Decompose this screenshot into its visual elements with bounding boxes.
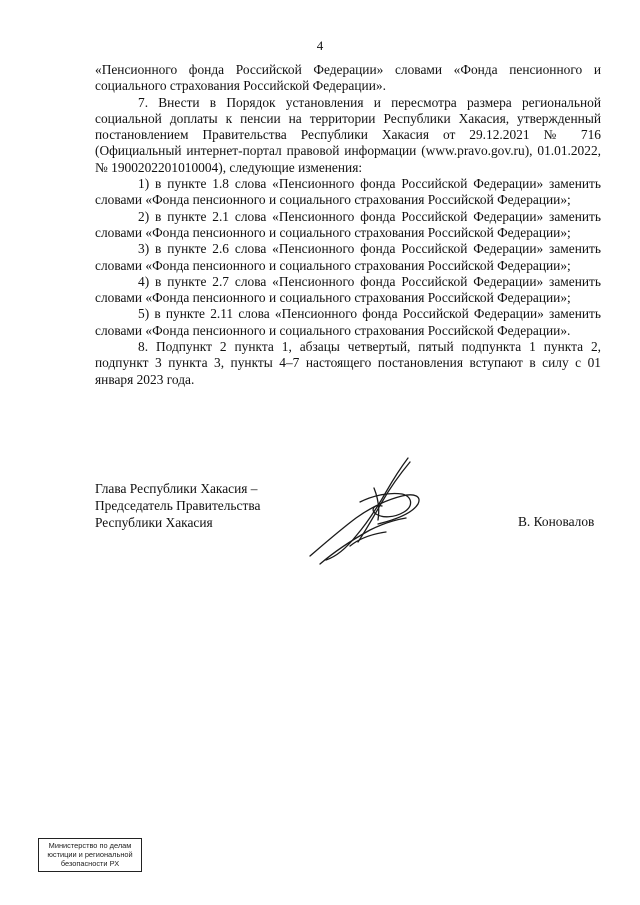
paragraph-item-8: 8. Подпункт 2 пункта 1, абзацы четвертый, пятый подпункта 1 пункта 2, подпункт 3 пункта 3, пункты 4–7 настоящего постановления вступают в силу с 01 января 2023 года. bbox=[95, 339, 601, 387]
document-body bbox=[95, 62, 601, 388]
paragraph-subitem-1: 1) в пункте 1.8 слова «Пенсионного фонда Российской Федерации» заменить словами «Фонда пенсионного и социального страхования Российской Федерации»; bbox=[95, 176, 601, 208]
handwritten-signature bbox=[290, 452, 430, 568]
signer-name: В. Коновалов bbox=[518, 514, 595, 529]
paragraph-subitem-3: 3) в пункте 2.6 слова «Пенсионного фонда Российской Федерации» заменить словами «Фонда пенсионного и социального страхования Российской Федерации»; bbox=[95, 241, 601, 273]
paragraph-item-7: 7. Внести в Порядок установления и пересмотра размера региональной социальной доплаты к пенсии на территории Республики Хакасия, утвержденный постановлением Правительства Республики Хакасия от 29.12.2021 № 716 (Официальный интернет-портал правовой информации (www.pravo.gov.ru), 01.01.2022, № 1900202201010004), следующие изменения: bbox=[95, 94, 601, 175]
signatory-title-line-2: Председатель Правительства bbox=[95, 498, 261, 513]
paragraph-subitem-4: 4) в пункте 2.7 слова «Пенсионного фонда Российской Федерации» заменить словами «Фонда пенсионного и социального страхования Российской Федерации»; bbox=[95, 273, 601, 306]
paragraph-continuation: «Пенсионного фонда Российской Федерации» словами «Фонда пенсионного и социального страхования Российской Федерации». bbox=[95, 62, 601, 94]
stamp-line-1: Министерство по делам bbox=[48, 841, 132, 850]
signatory-title-line-3: Республики Хакасия bbox=[95, 515, 213, 530]
signatory-title bbox=[95, 480, 260, 531]
paragraph-subitem-2: 2) в пункте 2.1 слова «Пенсионного фонда Российской Федерации» заменить словами «Фонда пенсионного и социального страхования Российской Федерации»; bbox=[95, 208, 601, 240]
signatory-title-line-1: Глава Республики Хакасия – bbox=[95, 481, 258, 496]
stamp-line-2: юстиции и региональной bbox=[47, 850, 133, 859]
page-number: 4 bbox=[316, 38, 324, 53]
stamp-line-3: безопасности РХ bbox=[60, 859, 120, 868]
registration-stamp bbox=[38, 838, 142, 872]
paragraph-subitem-5: 5) в пункте 2.11 слова «Пенсионного фонда Российской Федерации» заменить словами «Фонда пенсионного и социального страхования Российской Федерации». bbox=[95, 306, 601, 338]
